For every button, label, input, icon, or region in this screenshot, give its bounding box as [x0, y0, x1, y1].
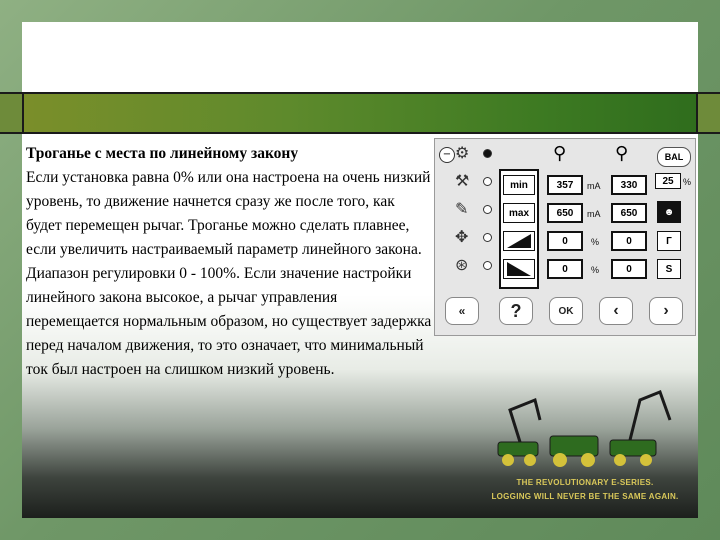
- section-body: Если установка равна 0% или она настроена на очень низкий уровень, то движение начнется сразу же после того, как будет перемещен рычаг. Троганье можно сделать плавнее, если увеличить настраиваемый параметр линейного закона. Диапазон регулировки 0 - 100%. Если значение настройки линейного закона высокое, а рычаг управления перемещается нормальным образом, но существует задержка перед началом движения, то это означает, что минимальный ток был настроен на слишком низкий уровень.: [26, 169, 432, 378]
- min-right-value[interactable]: 330: [611, 175, 647, 195]
- lever-right-icon: ⚲: [615, 143, 629, 164]
- rotator-icon: ✥: [455, 227, 469, 246]
- operator-profile-icon[interactable]: ☻: [657, 201, 681, 223]
- g-button[interactable]: Г: [657, 231, 681, 251]
- ramp-up-left-value[interactable]: 0: [547, 231, 583, 251]
- crane-icon: ⚒: [455, 171, 470, 190]
- bal-button[interactable]: BAL: [657, 147, 691, 167]
- min-button[interactable]: min: [503, 175, 535, 195]
- ramp-up-right-value[interactable]: 0: [611, 231, 647, 251]
- brake-icon: ⊛: [455, 255, 469, 274]
- min-left-value[interactable]: 357: [547, 175, 583, 195]
- ramp-up-unit: %: [591, 237, 600, 247]
- promo-line-2: LOGGING WILL NEVER BE THE SAME AGAIN.: [491, 492, 679, 501]
- header-band: [0, 92, 720, 134]
- s-button[interactable]: S: [657, 259, 681, 279]
- band-divider-left: [22, 92, 24, 134]
- boom-icon: ⚙: [455, 143, 470, 162]
- ramp-down-right-value[interactable]: 0: [611, 259, 647, 279]
- content-text: [26, 142, 432, 382]
- ramp-down-unit: %: [591, 265, 600, 275]
- radio-grapple[interactable]: [483, 205, 492, 214]
- max-button[interactable]: max: [503, 203, 535, 223]
- promo-line-1: THE REVOLUTIONARY E-SERIES.: [516, 478, 654, 487]
- radio-brake[interactable]: [483, 261, 492, 270]
- next-button[interactable]: ›: [649, 297, 683, 325]
- max-left-value[interactable]: 650: [547, 203, 583, 223]
- prev-button[interactable]: ‹: [599, 297, 633, 325]
- radio-crane[interactable]: [483, 177, 492, 186]
- min-unit: mA: [587, 181, 601, 191]
- balance-value[interactable]: 25: [655, 173, 681, 189]
- band-left-block: [0, 94, 22, 132]
- ramp-down-button[interactable]: [503, 259, 535, 279]
- balance-unit: %: [683, 177, 692, 187]
- forestry-machines-illustration: [480, 380, 690, 480]
- ok-button[interactable]: OK: [549, 297, 583, 325]
- max-unit: mA: [587, 209, 601, 219]
- ramp-down-left-value[interactable]: 0: [547, 259, 583, 279]
- promo-banner: [480, 380, 690, 515]
- ramp-down-icon: [507, 262, 531, 276]
- slide-title-area: [22, 22, 698, 92]
- back-button[interactable]: «: [445, 297, 479, 325]
- lever-left-icon: ⚲: [553, 143, 567, 164]
- section-heading: Троганье с места по линейному закону: [26, 145, 299, 162]
- help-button[interactable]: ?: [499, 297, 533, 325]
- band-right-block: [698, 94, 720, 132]
- minus-icon[interactable]: −: [439, 147, 455, 163]
- control-panel-screenshot: [434, 138, 696, 336]
- grapple-icon: ✎: [455, 199, 469, 218]
- ramp-up-icon: [507, 234, 531, 248]
- ramp-up-button[interactable]: [503, 231, 535, 251]
- band-divider-right: [696, 92, 698, 134]
- max-right-value[interactable]: 650: [611, 203, 647, 223]
- radio-boom[interactable]: [483, 149, 492, 158]
- radio-rotator[interactable]: [483, 233, 492, 242]
